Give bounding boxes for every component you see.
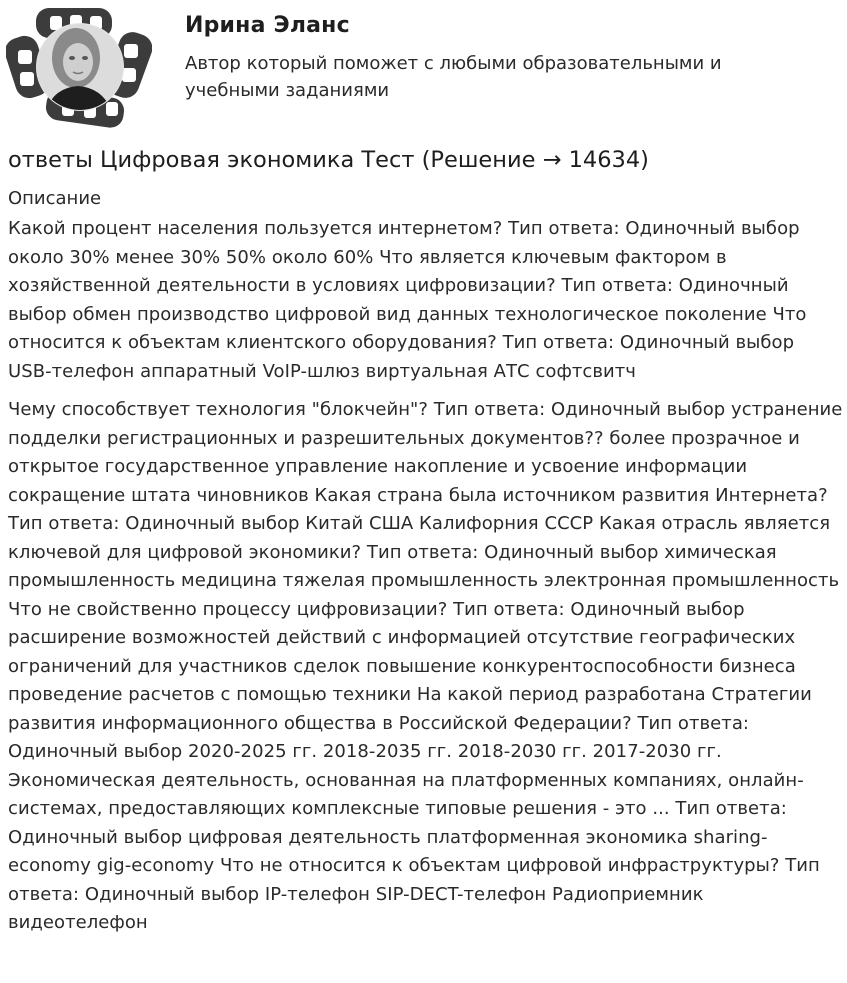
description-paragraph: Какой процент населения пользуется интернетом? Тип ответа: Одиночный выбор около 30% менее 30% 50% около 60% Что является ключевым фактором в хозяйственной деятельности в условиях цифровизации? Тип ответа: Одиночный выбор обмен производство цифровой вид данных технологическое поколение Что относится к объектам клиентского оборудования? Тип ответа: Одиночный выбор USB-телефон аппаратный VoIP-шлюз виртуальная АТС софтсвитч [8,218,807,382]
author-avatar[interactable] [6,6,152,128]
film-reel-avatar-image [6,6,152,128]
description-paragraph: Чему способствует технология "блокчейн"? Тип ответа: Одиночный выбор устранение подделки регистрационных и разрешительных документов?? более прозрачное и открытое государственное управление накопление и усвоение информации сокращение штата чиновников Какая страна была источником развития Интернета? Тип ответа: Одиночный выбор Китай США Калифорния СССР Какая отрасль является ключевой для цифровой экономики? Тип ответа: Одиночный выбор химическая промышленность медицина тяжелая промышленность электронная промышленность Что не свойственно процессу цифровизации? Тип ответа: Одиночный выбор расширение возможностей действий с информацией отсутствие географических ограничений для участников сделок повышение конкурентоспособности бизнеса проведение расчетов с помощью техники На какой период разработана Стратегии развития информационного общества в Российской Федерации? Тип ответа: Одиночный выбор 2020-2025 гг. 2018-2035 гг. 2018-2030 гг. 2017-2030 гг. Экономическая деятельность, основанная на платформенных компаниях, онлайн-системах, предоставляющих комплексные типовые решения - это ... Тип ответа: Одиночный выбор цифровая деятельность платформенная экономика sharing-economy gig-economy Что не относится к объектам цифровой инфраструктуры? Тип ответа: Одиночный выбор IP-телефон SIP-DECT-телефон Радиоприемник видеотелефон [8,399,843,933]
page-title: ответы Цифровая экономика Тест (Решение → 14634) [8,147,649,173]
author-name[interactable]: Ирина Эланс [185,13,350,38]
author-description: Автор который поможет с любыми образовательными и учебными заданиями [185,53,722,101]
author-header [0,0,847,135]
description-label: Описание [8,188,102,209]
